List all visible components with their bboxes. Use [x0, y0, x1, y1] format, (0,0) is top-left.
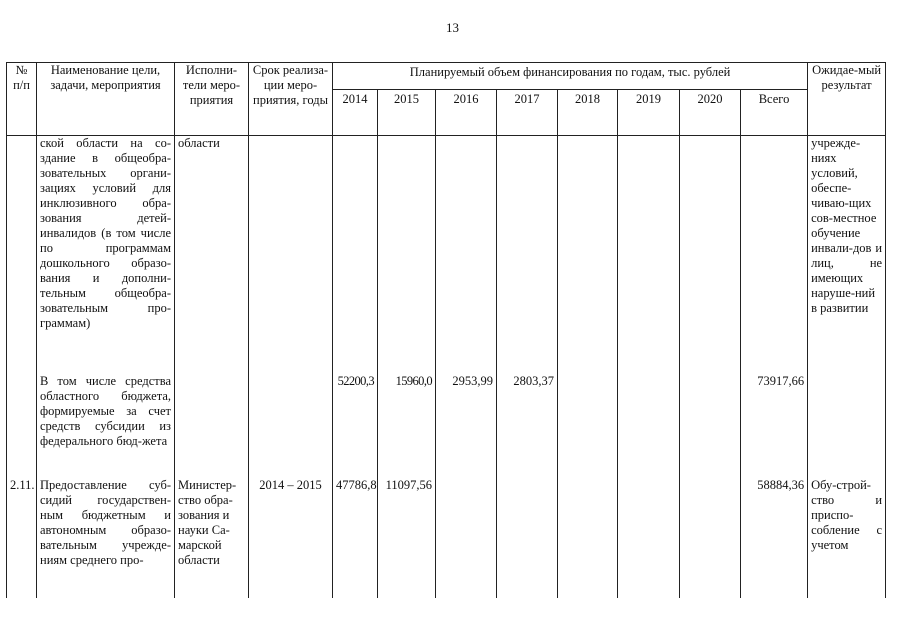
row-value-2016	[436, 478, 497, 598]
row-value-2019	[618, 374, 680, 478]
row-value-2014: 52200,3	[333, 374, 378, 478]
row-value-2015	[378, 136, 436, 375]
table-row	[7, 136, 886, 375]
row-value-2018	[558, 136, 618, 375]
page-number: 13	[446, 20, 459, 35]
row-value-2017	[497, 136, 558, 375]
row-value-2014: 47786,8	[333, 478, 378, 598]
row-executor: Министер-ство обра-зования и науки Са-марской области	[175, 478, 249, 598]
row-result	[808, 374, 886, 478]
row-term: 2014 – 2015	[249, 478, 333, 598]
row-value-2020	[680, 478, 741, 598]
row-value-2019	[618, 136, 680, 375]
row-num	[7, 374, 37, 478]
header-term: Срок реализа-ции меро-приятия, годы	[249, 63, 333, 136]
header-year-2018: 2018	[558, 90, 618, 136]
table-row	[7, 374, 886, 478]
row-value-2018	[558, 374, 618, 478]
row-name: Предоставление суб-сидий государствен-ным бюджетным и автономным образо-вательным учрежде-ниям среднего про-	[37, 478, 175, 598]
header-name: Наименование цели, задачи, мероприятия	[37, 63, 175, 136]
financing-plan-table	[6, 62, 886, 598]
row-value-2014	[333, 136, 378, 375]
row-value-2018	[558, 478, 618, 598]
row-executor: области	[175, 136, 249, 375]
row-value-total: 58884,36	[741, 478, 808, 598]
header-year-2016: 2016	[436, 90, 497, 136]
row-value-2016	[436, 136, 497, 375]
table-header	[7, 63, 886, 136]
row-value-2017: 2803,37	[497, 374, 558, 478]
header-year-2017: 2017	[497, 90, 558, 136]
header-year-2020: 2020	[680, 90, 741, 136]
row-result: учрежде-ниях условий, обеспе-чиваю-щих сов-местное обучение инвали-дов и лиц, не имеющих наруше-ний в развитии	[808, 136, 886, 375]
header-year-2014: 2014	[333, 90, 378, 136]
row-term	[249, 136, 333, 375]
row-num: 2.11.	[7, 478, 37, 598]
row-value-total	[741, 136, 808, 375]
header-num: № п/п	[7, 63, 37, 136]
row-result: Обу-строй-ство и приспо-собление с учетом	[808, 478, 886, 598]
header-total: Всего	[741, 90, 808, 136]
row-value-2019	[618, 478, 680, 598]
header-year-2019: 2019	[618, 90, 680, 136]
header-funding: Планируемый объем финансирования по годам, тыс. рублей	[333, 63, 808, 90]
header-executor: Исполни-тели меро-приятия	[175, 63, 249, 136]
row-term	[249, 374, 333, 478]
row-num	[7, 136, 37, 375]
row-executor	[175, 374, 249, 478]
row-value-total: 73917,66	[741, 374, 808, 478]
header-result: Ожидае-мый результат	[808, 63, 886, 136]
row-value-2020	[680, 374, 741, 478]
row-value-2015: 11097,56	[378, 478, 436, 598]
table-row	[7, 478, 886, 598]
row-name: ской области на со-здание в общеобра-зовательных органи-зациях условий для инклюзивного обра-зования детей-инвалидов (в том числе по программам дошкольного образо-вания и дополни-тельным общеобра-зовательным про-граммам)	[37, 136, 175, 375]
header-year-2015: 2015	[378, 90, 436, 136]
row-value-2020	[680, 136, 741, 375]
row-value-2016: 2953,99	[436, 374, 497, 478]
row-value-2017	[497, 478, 558, 598]
row-value-2015: 15960,0	[378, 374, 436, 478]
row-name: В том числе средства областного бюджета, формируемые за счет средств субсидии из федерального бюд-жета	[37, 374, 175, 478]
